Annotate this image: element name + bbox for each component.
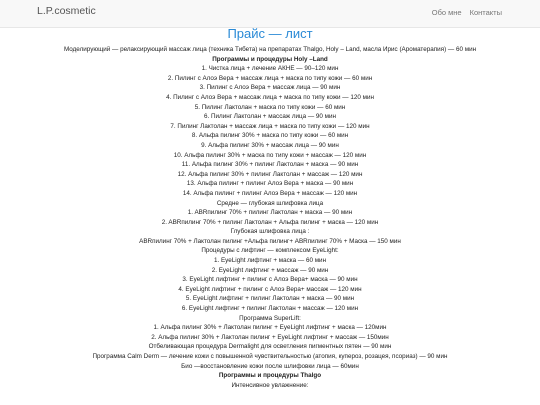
section-heading: Программы и процедуры Thalgo [218,372,322,380]
price-line: 1. Чистка лица + лечение АКНЕ — 90–120 мин [201,65,339,73]
brand-link[interactable]: L.P.cosmetic [37,5,96,17]
price-line: Глубокая шлифовка лица : [230,228,310,236]
price-line: Программа Calm Derm — лечение кожи с повышенной чувствительностью (атопия, купероз, розацея, псориаз) — 90 мин [92,353,448,360]
price-line: 1. ABRпилинг 70% + пилинг Лактолан + маска — 90 мин [187,209,353,217]
price-line: 14. Альфа пилинг + пилинг Алоэ Вера + массаж — 120 мин [182,189,358,197]
main-content [0,27,540,390]
price-line: Интенсивное увлажнение: [231,381,309,389]
price-line: 10. Альфа пилинг 30% + маска по типу кожи + массаж — 120 мин [173,151,367,159]
price-line: 2. Альфа пилинг 30% + Лактолан пилинг + EyeLight лифтинг + массаж — 150мин [151,333,389,341]
price-line: 8. Альфа пилинг 30% + маска по типу кожи — 60 мин [191,132,349,140]
price-line: 4. EyeLight лифтинг + пилинг с Алоэ Вера+ массаж — 120 мин [178,285,362,293]
nav-link-contacts[interactable]: Контакты [469,8,502,17]
nav-link-about[interactable]: Обо мне [431,8,462,17]
price-line: 1. EyeLight лифтинг + маска — 60 мин [213,257,327,265]
price-line: Отбеливающая процедура Dermalight для осветления пигментных пятен — 90 мин [148,343,392,351]
price-line: 4. Пилинг с Алоэ Вера + массаж лица + маска по типу кожи — 120 мин [166,93,374,101]
price-line: 5. Пилинг Лактолан + маска по типу кожи — 60 мин [194,103,346,111]
price-line: 2. EyeLight лифтинг + массаж — 90 мин [211,266,329,274]
price-line: 3. Пилинг с Алоэ Вера + массаж лица — 90 мин [199,84,341,92]
price-list [0,45,540,390]
page-title: Прайс — лист [227,26,313,41]
price-line: Процедуры с лифтинг — комплексом EyeLight: [201,247,339,255]
price-line: Био —восстановление кожи после шлифовки лица — 60мин [181,362,359,370]
navbar [0,0,540,28]
price-line: 11. Альфа пилинг 30% + пилинг Лактолан + маска — 90 мин [181,161,359,169]
price-line: 2. ABRпилинг 70% + пилинг Лактолан + Альфа пилинг + маска — 120 мин [161,218,379,226]
price-line: Программа SuperLift: [239,314,301,322]
price-line: Средне — глубокая шлифовка лица [216,199,324,207]
nav-links [432,8,502,17]
price-line: Моделирующий — релаксирующий массаж лица (техника Тибета) на препаратах Thalgo, Holy – Land, масла Ирис (Ароматерапия) — 60 мин [63,46,477,53]
price-line: 6. EyeLight лифтинг + пилинг Лактолан + массаж — 120 мин [181,305,359,313]
price-line: 6. Пилинг Лактолан + массаж лица — 90 мин [204,113,336,121]
price-line: 3. EyeLight лифтинг + пилинг с Алоэ Вера+ маска — 90 мин [182,276,358,284]
price-line: 13. Альфа пилинг + пилинг Алоэ Вера + маска — 90 мин [186,180,354,188]
price-line: 5. EyeLight лифтинг + пилинг Лактолан + маска — 90 мин [185,295,355,303]
price-line: 1. Альфа пилинг 30% + Лактолан пилинг + EyeLight лифтинг + маска — 120мин [153,324,387,332]
section-heading: Программы и процедуры Holy –Land [212,55,328,63]
price-line: 12. Альфа пилинг 30% + пилинг Лактолан + массаж — 120 мин [177,170,363,178]
price-line: 7. Пилинг Лактолан + массаж лица + маска по типу кожи — 120 мин [170,122,370,130]
price-line: ABRпилинг 70% + Лактолан пилинг +Альфа пилинг+ ABRпилинг 70% + Маска — 150 мин [139,237,401,245]
price-line: 2. Пилинг с Алоэ Вера + массаж лица + маска по типу кожи — 60 мин [167,74,373,82]
price-line: 9. Альфа пилинг 30% + массаж лица — 90 мин [201,141,339,149]
